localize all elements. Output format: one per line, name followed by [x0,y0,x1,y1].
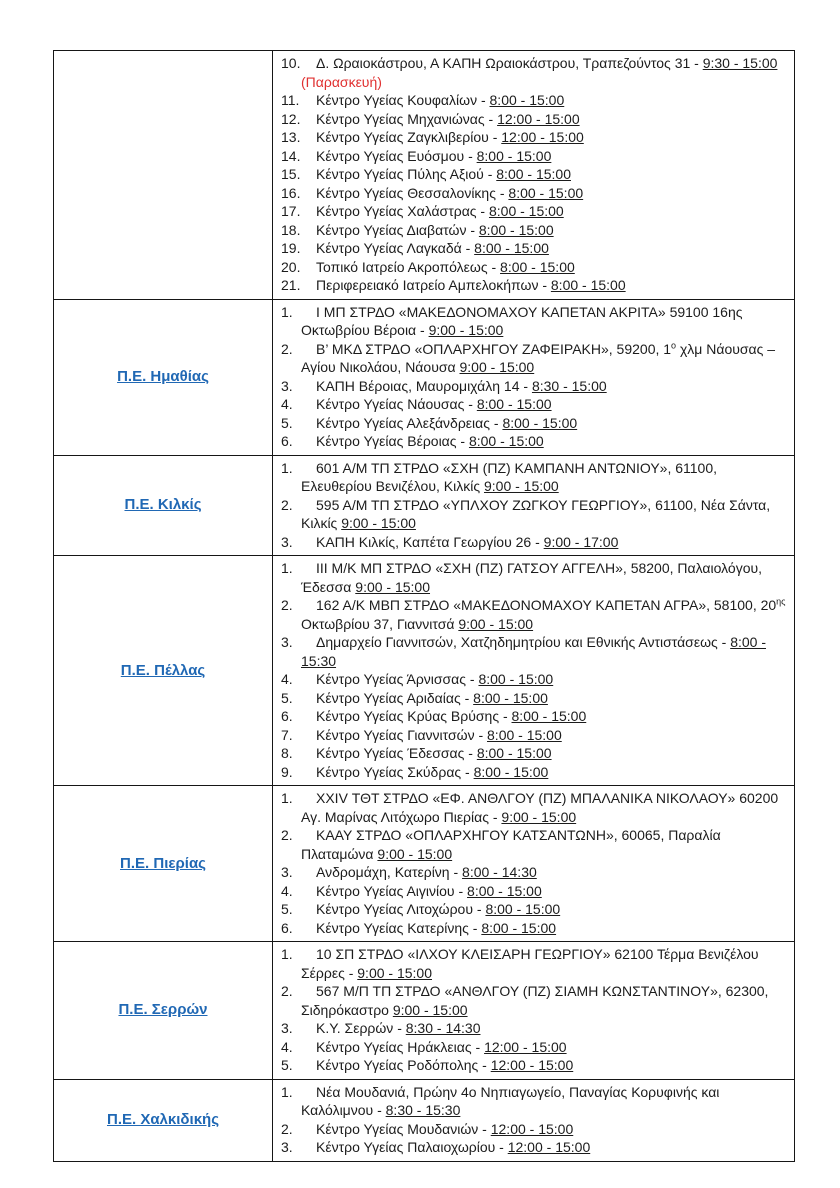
list-item [281,744,788,763]
list-item [281,110,788,129]
item-number: 1. [281,790,293,806]
item-number: 11. [281,92,300,108]
table-row [54,556,795,786]
item-hours: 8:00 - 15:00 [476,396,552,412]
list-item [281,789,788,826]
item-hours: 8:00 - 15:00 [478,221,554,238]
item-number: 6. [281,433,293,449]
item-number: 2. [281,1120,293,1137]
item-text: Κέντρο Υγείας Ηράκλειας - [316,1038,485,1055]
locations-cell [273,51,795,300]
item-number: 21. [281,277,301,293]
item-text: Κέντρο Υγείας Θεσσαλονίκης - [316,184,509,201]
item-hours: 9:00 - 17:00 [543,533,619,550]
locations-cell [273,942,795,1080]
item-number: 4. [281,671,293,687]
item-hours: 8:30 - 14:30 [405,1020,481,1036]
item-hours: 9:00 - 15:00 [357,964,432,981]
list-item [281,689,788,708]
item-hours: 8:00 - 15:00 [476,745,552,761]
item-number: 1. [281,459,293,476]
list-item [281,919,788,938]
list-item [281,432,788,451]
item-number: 2. [281,496,293,513]
list-item [281,763,788,782]
region-link[interactable]: Π.Ε. Χαλκιδικής [106,1111,220,1128]
list-item [281,91,788,110]
item-number: 3. [281,1020,293,1036]
item-hours: 8:00 - 15:00 [473,689,548,706]
item-hours: 8:00 - 15:00 [502,414,578,431]
locations-cell [273,1079,795,1161]
item-text: 601 Α/Μ ΤΠ ΣΤΡΔΟ «ΣΧΗ (ΠΖ) ΚΑΜΠΑΝΗ ΑΝΤΩΝΙΟΥ», 61100, Ελευθερίου Βενιζέλου, Κιλκίς [301,459,718,494]
item-hours: 12:00 - 15:00 [501,129,584,145]
item-number: 3. [281,634,293,650]
table-row [54,942,795,1080]
list-item [281,863,788,882]
list-item [281,202,788,221]
item-text: Κέντρο Υγείας Λιτοχώρου - [316,901,486,917]
item-text: ΚΑΠΗ Κιλκίς, Καπέτα Γεωργίου 26 - [316,533,544,550]
schedule-table [53,50,795,1162]
item-text: Κέντρο Υγείας Άρνισσας - [316,671,479,687]
item-number: 7. [281,726,293,743]
region-cell [54,942,273,1080]
item-number: 16. [281,184,301,201]
item-hours: 8:30 - 15:30 [385,1102,461,1118]
item-text: Δ. Ωραιοκάστρου, Α ΚΑΠΗ Ωραιοκάστρου, Τραπεζούντος 31 - [316,55,703,71]
schedule-table-body [54,51,795,1162]
item-number: 4. [281,1038,293,1055]
item-text: Κέντρο Υγείας Χαλάστρας - [316,203,489,219]
item-hours: 9:00 - 15:00 [501,808,577,825]
region-cell [54,1079,273,1161]
item-hours: 9:00 - 15:00 [428,322,504,338]
list-item [281,633,788,670]
item-text: XXIV ΤΘΤ ΣΤΡΔΟ «ΕΦ. ΑΝΘΛΓΟΥ (ΠΖ) ΜΠΑΛΑΝΙΚΑ ΝΙΚΟΛΑΟΥ» 60200 Αγ. Μαρίνας Λιτόχωρο Πιερίας - [301,790,779,825]
item-number: 15. [281,166,301,182]
item-text: Κέντρο Υγείας Αριδαίας - [316,689,474,706]
item-hours: 8:00 - 15:00 [489,92,565,108]
list-item [281,707,788,726]
item-hours: 8:00 - 15:00 [496,166,571,182]
item-number: 5. [281,689,293,706]
item-hours: 9:00 - 15:00 [392,1001,468,1018]
item-number: 18. [281,221,301,238]
list-item [281,496,788,533]
item-text: Κέντρο Υγείας Μουδανιών - [316,1120,491,1137]
list-item [281,258,788,277]
item-text: Τοπικό Ιατρείο Ακροπόλεως - [316,258,501,275]
item-text: Κέντρο Υγείας Ροδόπολης - [316,1057,491,1073]
list-item [281,239,788,258]
table-row [54,51,795,300]
item-hours: 8:00 - 15:00 [481,919,557,936]
item-text: Κέντρο Υγείας Κρύας Βρύσης - [316,708,512,724]
item-text: Δημαρχείο Γιαννιτσών, Χατζηδημητρίου και Εθνικής Αντιστάσεως - [316,634,731,650]
item-text-continued: χλμ Νάουσας – Αγίου Νικολάου, Νάουσα [301,340,776,375]
item-hours: 8:00 - 15:00 [473,763,549,780]
item-text: ΚΑΠΗ Βέροιας, Μαυρομιχάλη 14 - [316,377,532,394]
item-number: 3. [281,864,293,880]
region-cell [54,51,273,300]
list-item [281,1038,788,1057]
item-hours: 8:00 - 15:00 [485,901,561,917]
item-number: 3. [281,1139,293,1155]
item-hours: 8:00 - 15:00 [488,203,564,219]
item-text: Κέντρο Υγείας Σκύδρας - [316,763,474,780]
item-text: 162 Α/Κ ΜΒΠ ΣΤΡΔΟ «ΜΑΚΕΔΟΝΟΜΑΧΟΥ ΚΑΠΕΤΑΝ ΑΓΡΑ», 58100, 20 [316,597,777,613]
list-item [281,1056,788,1075]
item-text: Κέντρο Υγείας Νάουσας - [316,396,477,412]
list-item [281,276,788,295]
list-item [281,945,788,982]
item-hours: 8:00 - 15:30 [301,634,766,669]
item-number: 17. [281,203,301,219]
item-number: 8. [281,745,293,761]
item-number: 2. [281,597,293,613]
item-text: Νέα Μουδανιά, Πρώην 4ο Νηπιαγωγείο, Παναγίας Κορυφινής και Καλόλιμνου - [301,1083,720,1118]
region-link[interactable]: Π.Ε. Ημαθίας [117,368,209,385]
item-hours: 12:00 - 15:00 [490,1120,574,1137]
item-number: 1. [281,303,293,320]
item-hours: 8:30 - 15:00 [531,377,607,394]
region-cell [54,455,273,556]
item-number: 3. [281,533,293,550]
item-number: 19. [281,240,301,256]
list-item [281,221,788,240]
item-text: Κέντρο Υγείας Ευόσμου - [316,147,477,164]
item-text: ΚΑΑΥ ΣΤΡΔΟ «ΟΠΛΑΡΧΗΓΟΥ ΚΑΤΣΑΝΤΩΝΗ», 60065, Παραλία Πλαταμώνα [301,827,721,862]
list-item [281,1138,788,1157]
table-row [54,455,795,556]
region-link[interactable]: Π.Ε. Πιερίας [120,854,206,872]
list-item [281,533,788,552]
item-text: Κέντρο Υγείας Διαβατών - [316,221,479,238]
item-number: 1. [281,946,293,962]
item-text: Ι ΜΠ ΣΤΡΔΟ «ΜΑΚΕΔΟΝΟΜΑΧΟΥ ΚΑΠΕΤΑΝ ΑΚΡΙΤΑ» 59100 16ης Οκτωβρίου Βέροια - [301,303,743,338]
list-item [281,54,788,91]
item-number: 2. [281,827,293,843]
list-item [281,147,788,166]
list-item [281,128,788,147]
item-hours: 8:00 - 15:00 [478,671,554,687]
region-link[interactable]: Π.Ε. Κιλκίς [124,496,202,514]
list-item [281,670,788,689]
item-hours: 8:00 - 15:00 [550,277,626,293]
item-superscript: ο [671,339,677,350]
item-text: Κέντρο Υγείας Πύλης Αξιού - [316,166,497,182]
list-item [281,303,788,340]
item-text-continued: Οκτωβρίου 37, Γιαννιτσά [301,615,459,632]
item-text: 10 ΣΠ ΣΤΡΔΟ «ΙΛΧΟΥ ΚΛΕΙΣΑΡΗ ΓΕΩΡΓΙΟΥ» 62100 Τέρμα Βενιζέλου Σέρρες - [301,946,759,981]
item-number: 1. [281,1083,293,1100]
item-text: Κέντρο Υγείας Μηχανιώνας - [316,110,498,127]
table-row [54,786,795,942]
list-item [281,1019,788,1038]
item-number: 2. [281,983,293,999]
item-number: 20. [281,258,301,275]
locations-cell [273,556,795,786]
item-hours: 9:00 - 15:00 [459,359,535,375]
item-number: 6. [281,708,293,724]
table-row [54,299,795,455]
item-number: 5. [281,901,293,917]
region-cell [54,299,273,455]
item-text: 567 Μ/Π ΤΠ ΣΤΡΔΟ «ΑΝΘΛΓΟΥ (ΠΖ) ΣΙΑΜΗ ΚΩΝΣΤΑΝΤΙΝΟΥ», 62300, Σιδηρόκαστρο [301,983,769,1018]
item-hours: 12:00 - 15:00 [490,1057,574,1073]
item-number: 13. [281,129,301,145]
item-number: 4. [281,882,293,899]
item-hours: 8:00 - 15:00 [487,726,562,743]
item-text: Κέντρο Υγείας Παλαιοχωρίου - [316,1139,508,1155]
item-hours: 9:00 - 15:00 [483,478,559,494]
list-item [281,900,788,919]
list-item [281,596,788,633]
list-item [281,414,788,433]
item-hours: 8:00 - 15:00 [508,184,584,201]
item-text: Κέντρο Υγείας Γιαννιτσών - [316,726,488,743]
list-item [281,826,788,863]
item-number: 2. [281,340,293,357]
region-link[interactable]: Π.Ε. Πέλλας [120,661,206,679]
item-note: (Παρασκευή) [301,73,382,90]
item-text: Κέντρο Υγείας Αιγινίου - [316,882,468,899]
item-text: Κέντρο Υγείας Λαγκαδά - [316,240,475,256]
item-text: Κ.Υ. Σερρών - [316,1020,406,1036]
item-number: 14. [281,147,301,164]
item-hours: 12:00 - 15:00 [497,110,580,127]
item-hours: 9:00 - 15:00 [377,845,453,862]
table-row [54,1079,795,1161]
list-item [281,184,788,203]
region-link[interactable]: Π.Ε. Σερρών [118,1001,208,1019]
locations-cell [273,455,795,556]
list-item [281,726,788,745]
list-item [281,559,788,596]
item-hours: 8:00 - 15:00 [474,240,549,256]
item-number: 9. [281,763,293,780]
item-superscript: ης [776,596,786,607]
item-hours: 9:00 - 15:00 [458,615,534,632]
item-number: 12. [281,110,301,127]
list-item [281,882,788,901]
item-hours: 9:00 - 15:00 [341,515,416,531]
item-hours: 9:00 - 15:00 [355,578,431,595]
locations-cell [273,299,795,455]
item-text: Κέντρο Υγείας Αλεξάνδρειας - [316,414,503,431]
item-hours: 12:00 - 15:00 [484,1038,567,1055]
item-text: ΙΙΙ Μ/Κ ΜΠ ΣΤΡΔΟ «ΣΧΗ (ΠΖ) ΓΑΤΣΟΥ ΑΓΓΕΛΗ», 58200, Παλαιολόγου, Έδεσσα [301,560,763,595]
list-item [281,395,788,414]
item-text: Ανδρομάχη, Κατερίνη - [316,864,463,880]
list-item [281,340,788,377]
list-item [281,1120,788,1139]
item-hours: 9:30 - 15:00 [702,55,778,71]
item-hours: 8:00 - 15:00 [467,882,542,899]
item-text: Περιφερειακό Ιατρείο Αμπελοκήπων - [316,277,551,293]
list-item [281,982,788,1019]
item-number: 1. [281,560,293,576]
item-text: Β’ ΜΚΔ ΣΤΡΔΟ «ΟΠΛΑΡΧΗΓΟΥ ΖΑΦΕΙΡΑΚΗ», 59200, 1 [316,340,672,357]
list-item [281,165,788,184]
item-text: Κέντρο Υγείας Έδεσσας - [316,745,477,761]
region-cell [54,786,273,942]
item-text: Κέντρο Υγείας Ζαγκλιβερίου - [316,129,502,145]
item-hours: 8:00 - 15:00 [476,147,552,164]
item-text: Κέντρο Υγείας Κουφαλίων - [316,92,490,108]
list-item [281,1083,788,1120]
region-cell [54,556,273,786]
item-number: 4. [281,396,293,412]
list-item [281,377,788,396]
item-text: Κέντρο Υγείας Κατερίνης - [316,919,482,936]
item-number: 5. [281,414,293,431]
item-hours: 8:00 - 15:00 [500,258,575,275]
item-hours: 8:00 - 14:30 [462,864,537,880]
item-number: 10. [281,55,301,71]
item-hours: 8:00 - 15:00 [511,708,587,724]
item-text: Κέντρο Υγείας Βέροιας - [316,433,469,449]
item-text: 595 Α/Μ ΤΠ ΣΤΡΔΟ «ΥΠΛΧΟΥ ΖΩΓΚΟΥ ΓΕΩΡΓΙΟΥ», 61100, Νέα Σάντα, Κιλκίς [301,496,771,531]
item-number: 5. [281,1057,293,1073]
item-hours: 8:00 - 15:00 [468,433,544,449]
locations-cell [273,786,795,942]
item-number: 3. [281,377,293,394]
item-hours: 12:00 - 15:00 [507,1139,591,1155]
list-item [281,459,788,496]
item-number: 6. [281,919,293,936]
